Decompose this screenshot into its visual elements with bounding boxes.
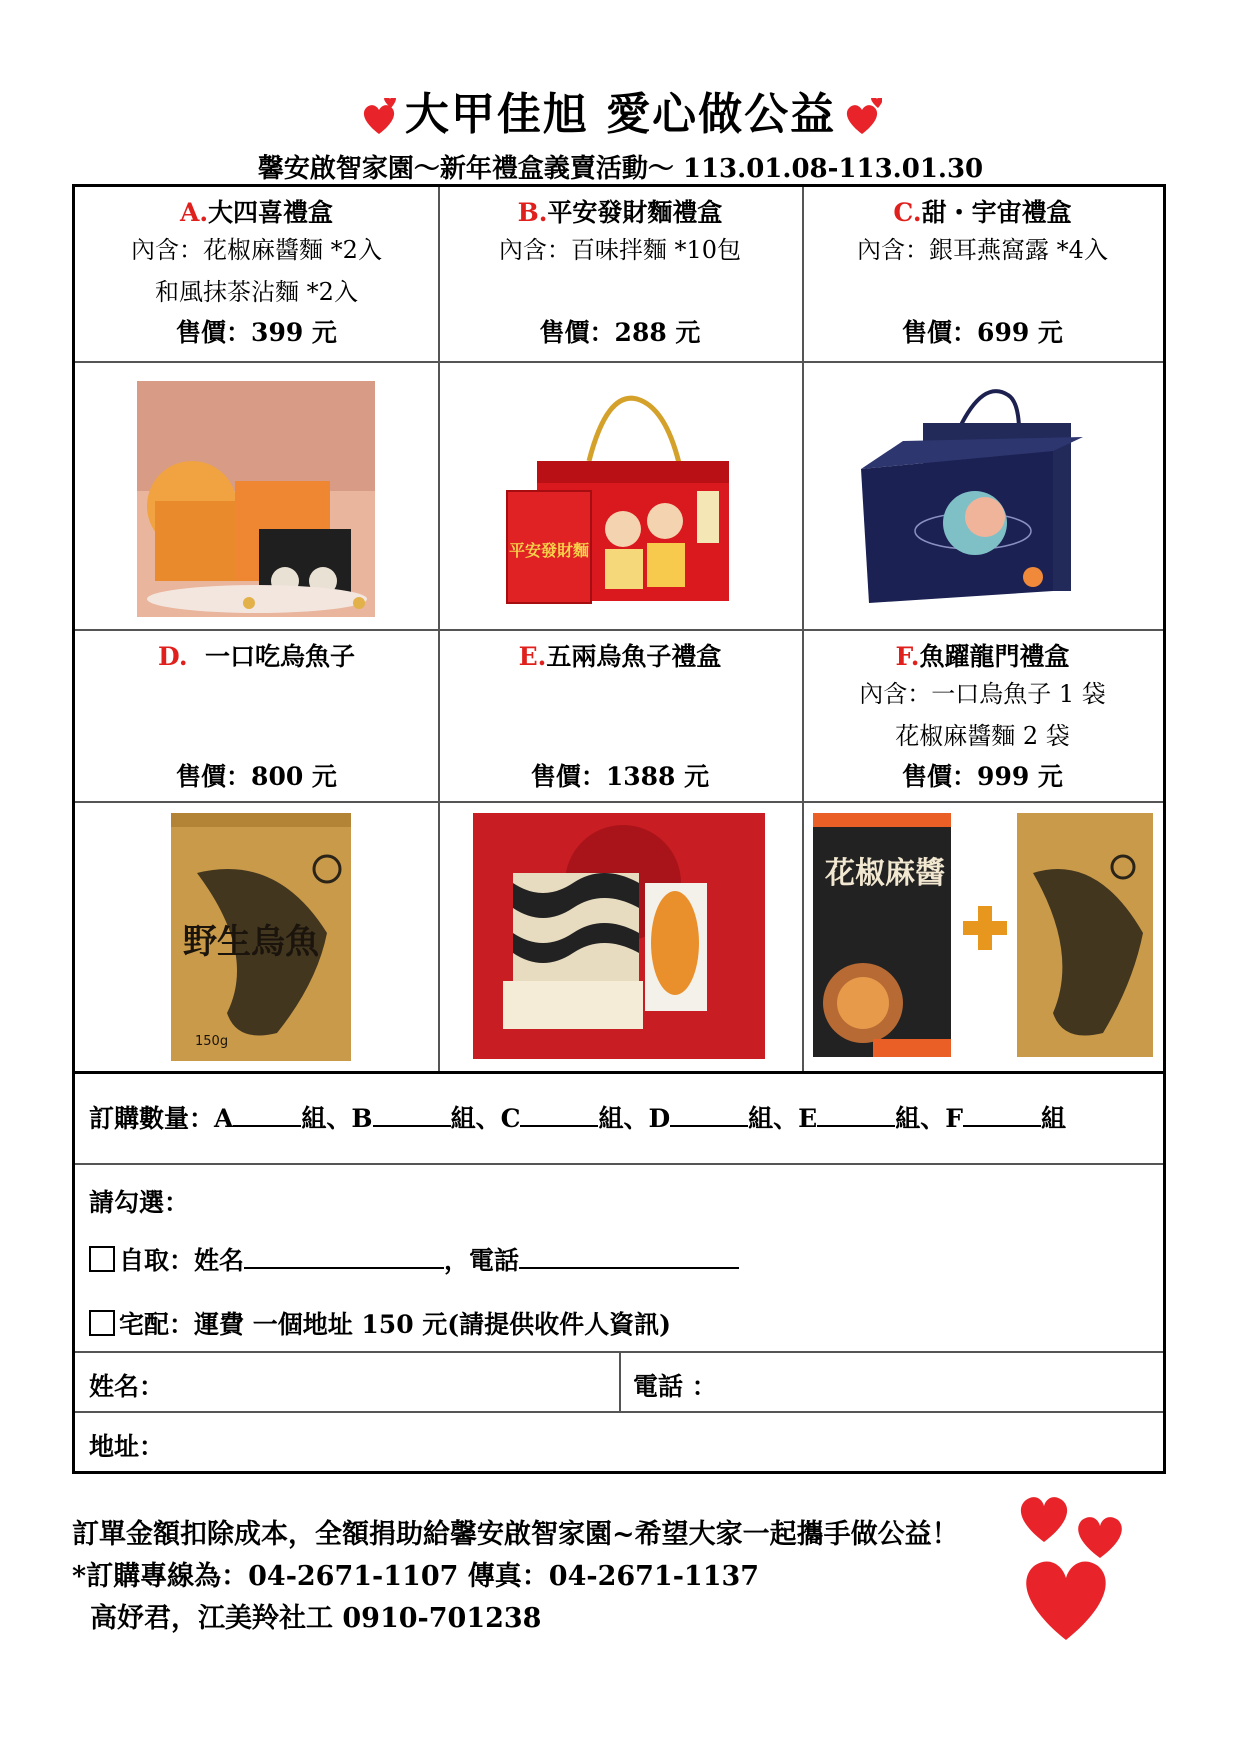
product-image-d [167,813,355,1061]
product-image-b [497,381,743,617]
unit-label: 組 [1040,1104,1066,1133]
product-price: 售價：288 元 [539,318,701,347]
unit-label: 組、B [301,1104,373,1133]
recipient-phone-label: 電話 ： [633,1372,717,1401]
row-divider [75,361,1163,363]
heart-icon [842,98,882,138]
product-price: 售價：399 元 [176,318,337,347]
product-desc: 內含：銀耳燕窩露 *4入 [857,236,1108,264]
product-info-d [75,631,438,801]
svg-text:野生烏魚: 野生烏魚 [183,922,319,962]
product-image-a [137,381,375,617]
product-desc: 內含：百味拌麵 *10包 [498,236,742,264]
order-quantity-row [89,1099,1066,1135]
product-desc [438,271,802,313]
order-form [72,184,1166,1474]
hearts-icon [1010,1490,1140,1650]
product-image-c [843,381,1113,617]
product-info-c [802,187,1163,361]
qty-field-c[interactable] [520,1103,598,1127]
product-price: 售價：999 元 [902,762,1063,791]
pickup-label: 自取：姓名 [119,1246,245,1275]
heart-icon [359,98,399,138]
qty-field-e[interactable] [817,1103,895,1127]
product-name [802,637,1163,673]
unit-label: 組、F [895,1104,963,1133]
unit-label: 組、E [748,1104,818,1133]
choose-label: 請勾選： [89,1188,190,1217]
subtitle: 馨安啟智家園～新年禮盒義賣活動～ 113.01.08-113.01.30 [257,154,984,184]
row-divider [75,801,1163,803]
unit-label: 組、C [450,1104,521,1133]
product-desc: 內含：一口烏魚子 1 袋 [859,680,1106,708]
product-desc: 花椒麻醬麵 2 袋 [895,722,1070,750]
unit-label: A [214,1104,234,1133]
delivery-label: 宅配：運費 一個地址 150 元(請提供收件人資訊) [119,1310,671,1339]
product-letter: E. [518,642,547,671]
row-divider [75,1411,1163,1413]
product-desc [438,673,802,715]
product-info-e [438,631,802,801]
product-title: 平安發財麵禮盒 [547,198,723,227]
product-price: 售價：800 元 [176,762,337,791]
product-info-f [802,631,1163,801]
qty-field-d[interactable] [670,1103,748,1127]
qty-field-f[interactable] [963,1103,1041,1127]
product-image-e [473,813,765,1059]
section-divider [75,1071,1163,1074]
product-desc [802,271,1163,313]
order-label: 訂購數量： [89,1104,215,1133]
product-letter: A. [179,198,209,227]
product-price: 售價：699 元 [902,318,1063,347]
recipient-name-label: 姓名： [89,1372,165,1401]
product-letter: D. [158,642,188,671]
product-title: 五兩烏魚子禮盒 [546,642,722,671]
product-price: 售價：1388 元 [530,762,710,791]
product-desc: 和風抹茶沾麵 *2入 [155,278,358,306]
product-title: 一口吃烏魚子 [204,642,355,671]
product-info-a [75,187,438,361]
pickup-checkbox[interactable] [89,1246,115,1272]
product-letter: C. [893,198,922,227]
product-info-b [438,187,802,361]
product-desc [75,673,438,715]
qty-field-b[interactable] [373,1103,451,1127]
footer-note: 訂單金額扣除成本，全額捐助給馨安啟智家園~希望大家一起攜手做公益！ [72,1519,959,1550]
product-desc: 內含：花椒麻醬麵 *2入 [131,236,382,264]
svg-text:花椒麻醬: 花椒麻醬 [825,856,945,891]
product-title: 甜・宇宙禮盒 [921,198,1072,227]
svg-text:平安發財麵: 平安發財麵 [508,541,590,560]
product-title: 大四喜禮盒 [208,198,334,227]
product-name [75,637,438,673]
recipient-address-label: 地址： [89,1432,165,1461]
product-letter: B. [517,198,548,227]
delivery-checkbox[interactable] [89,1310,115,1336]
pickup-row [89,1241,739,1277]
product-title: 魚躍龍門禮盒 [919,642,1070,671]
pickup-phone-label: ，電話 [444,1246,520,1275]
product-desc [75,715,438,757]
product-image-f [807,813,1159,1057]
pickup-phone-field[interactable] [519,1245,739,1269]
delivery-row [89,1305,671,1341]
product-desc [438,715,802,757]
svg-text:150g: 150g [195,1034,229,1049]
product-name [802,193,1163,229]
product-name [75,193,438,229]
product-letter: F. [895,642,920,671]
footer-phone: *訂購專線為：04-2671-1107 傳真：04-2671-1137 [72,1561,760,1592]
title-text: 大甲佳旭 愛心做公益 [404,89,837,140]
unit-label: 組、D [598,1104,671,1133]
product-name [438,193,802,229]
page-title [0,78,1241,142]
product-name [438,637,802,673]
footer-contact: 高妤君，江美羚社工 0910-701238 [90,1603,542,1634]
pickup-name-field[interactable] [244,1245,444,1269]
qty-field-a[interactable] [233,1103,301,1127]
row-divider [75,1163,1163,1165]
column-divider [619,1351,621,1411]
